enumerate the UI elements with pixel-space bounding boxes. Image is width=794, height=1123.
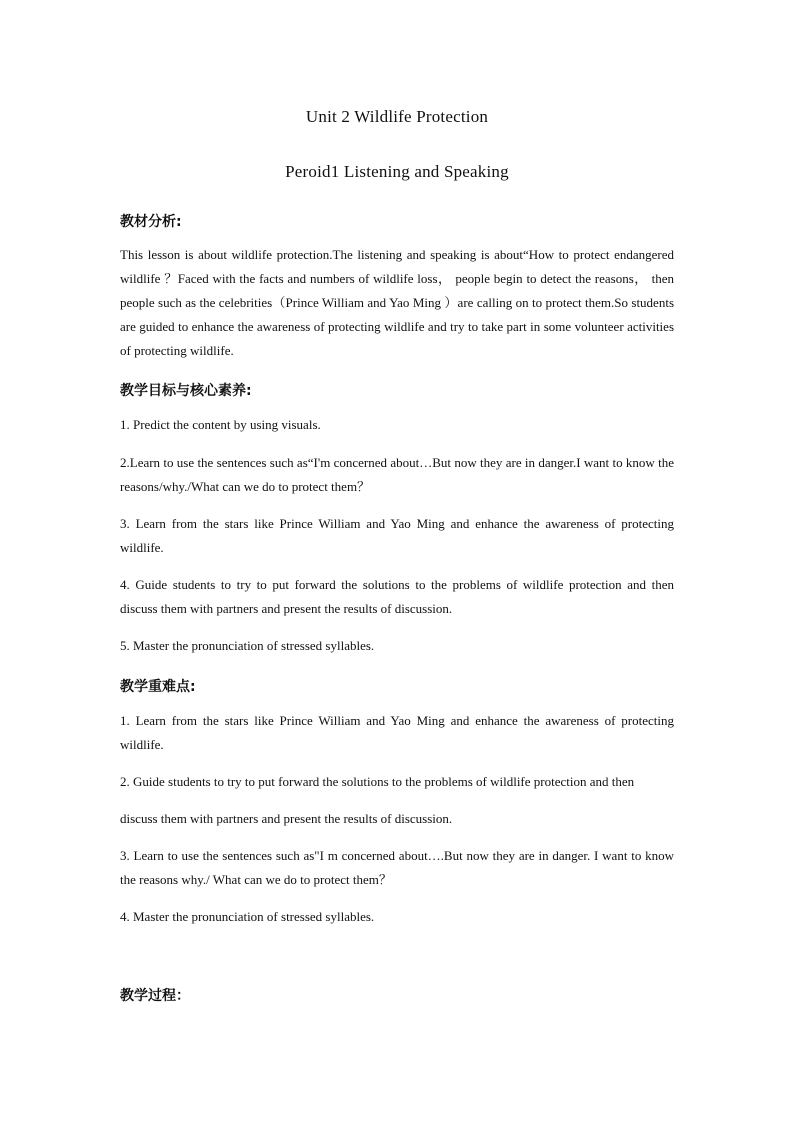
document-page <box>120 0 674 1123</box>
document-title: Unit 2 Wildlife Protection <box>305 107 489 126</box>
heading-objectives: 教学目标与核心素养: <box>120 383 252 399</box>
objective-item-1: 1. Predict the content by using visuals. <box>120 417 321 432</box>
objective-item-4: 4. Guide students to try to put forward the solutions to the problems of wildlife protection and then discuss them with partners and present the results of discussion. <box>120 577 674 616</box>
document-subtitle: Peroid1 Listening and Speaking <box>285 162 509 181</box>
analysis-paragraph: This lesson is about wildlife protection.The listening and speaking is about“How to protect endangered wildlife ？Faced with the facts and numbers of wildlife loss， people begin to detect the reasons， then people such as the celebrities（Prince William and Yao Ming ）are calling on to protect them.So students are guided to enhance the awareness of protecting wildlife and try to take part in some volunteer activities of protecting wildlife. <box>120 247 674 358</box>
key-point-item-1: 1. Learn from the stars like Prince William and Yao Ming and enhance the awareness of protecting wildlife. <box>120 713 674 752</box>
heading-textbook-analysis: 教材分析: <box>120 214 182 230</box>
key-point-item-2: 2. Guide students to try to put forward the solutions to the problems of wildlife protection and then <box>120 774 635 789</box>
objective-item-5: 5. Master the pronunciation of stressed syllables. <box>120 638 375 653</box>
heading-teaching-process: 教学过程： <box>120 988 190 1004</box>
key-point-item-2-continued: discuss them with partners and present the results of discussion. <box>120 811 453 826</box>
objective-item-2: 2.Learn to use the sentences such as“I'm concerned about…But now they are in danger.I want to know the reasons/why./What can we do to protect them？ <box>120 455 674 494</box>
heading-key-points: 教学重难点: <box>120 679 196 695</box>
key-point-item-3: 3. Learn to use the sentences such as"I m concerned about….But now they are in danger. I want to know the reasons why./ What can we do to protect them？ <box>120 848 674 887</box>
objective-item-3: 3. Learn from the stars like Prince William and Yao Ming and enhance the awareness of protecting wildlife. <box>120 516 674 555</box>
key-point-item-4: 4. Master the pronunciation of stressed syllables. <box>120 909 375 924</box>
